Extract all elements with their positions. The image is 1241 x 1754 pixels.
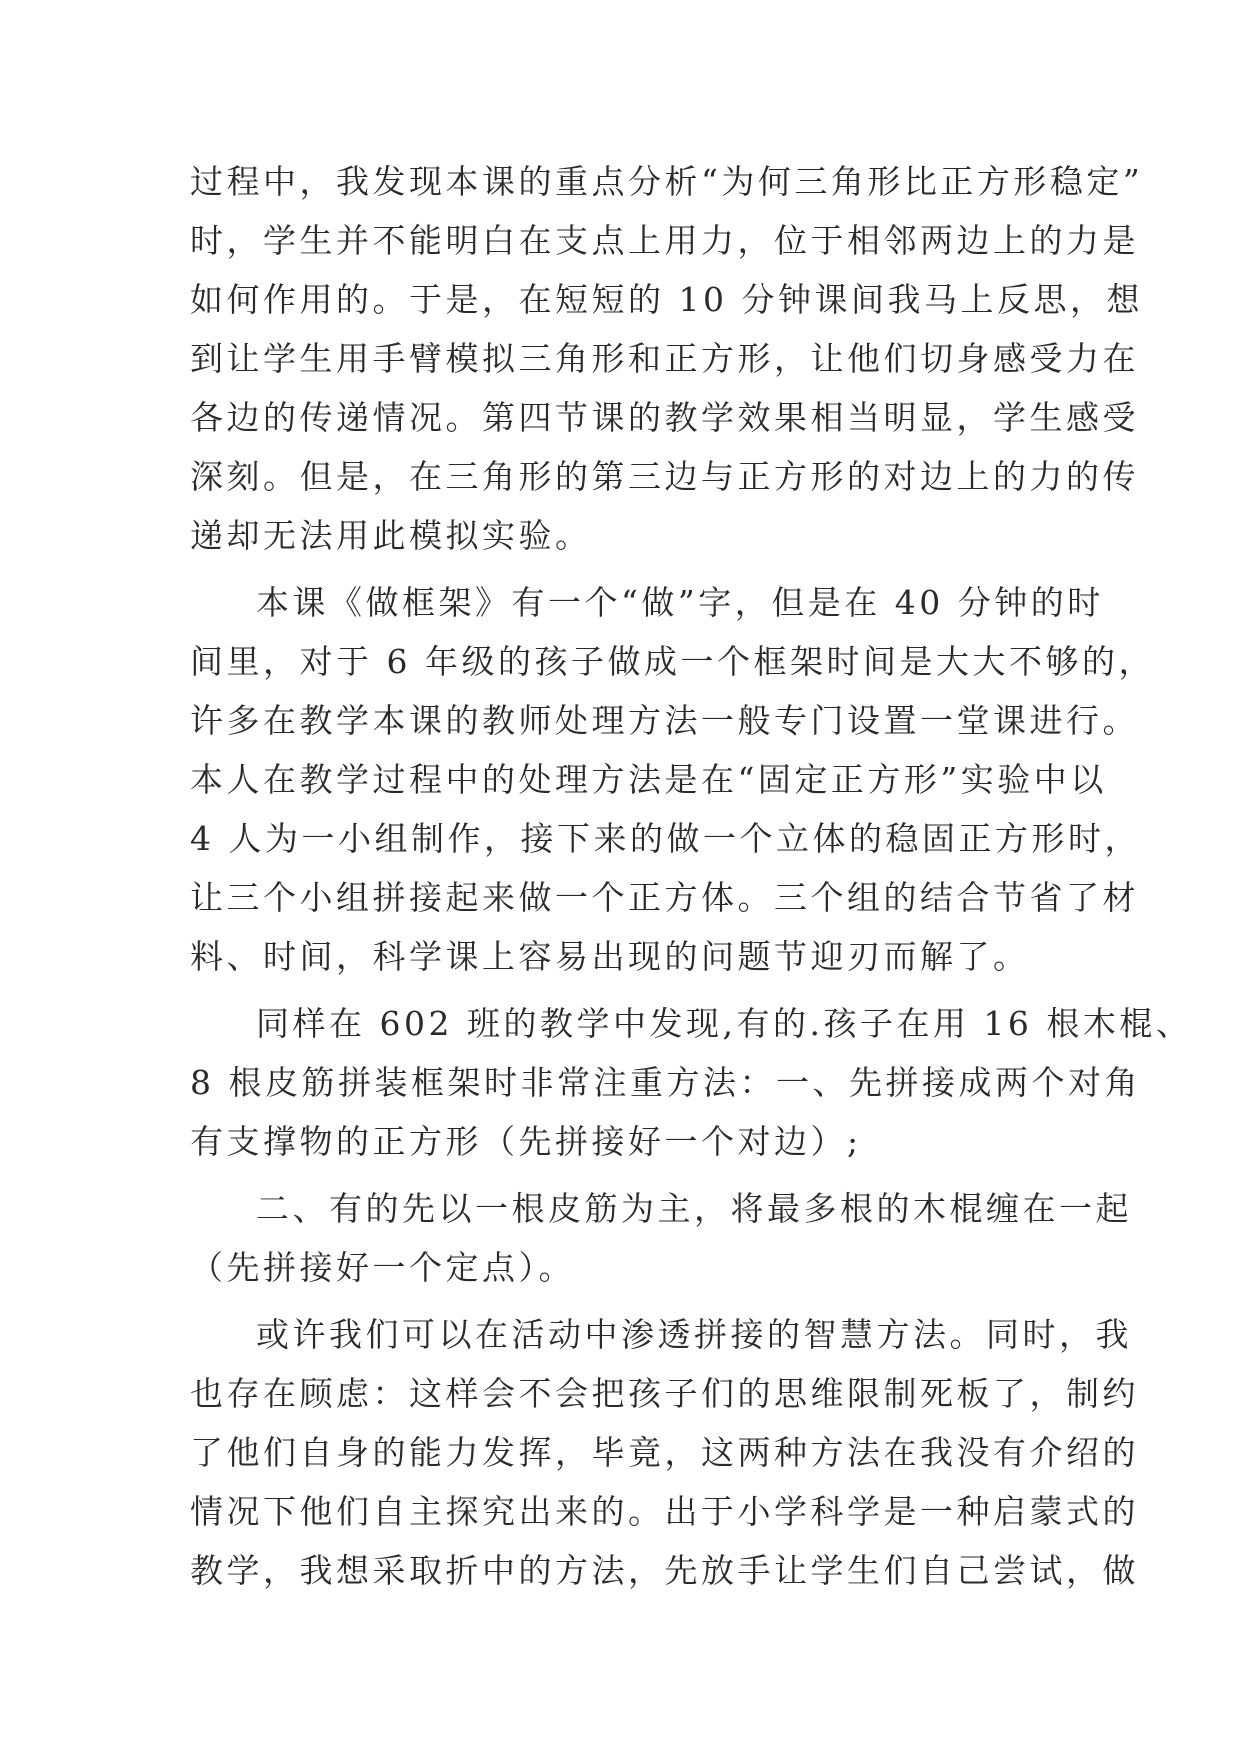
text-line: 各边的传递情况。第四节课的教学效果相当明显，学生感受 (190, 398, 1139, 437)
text-line: 到让学生用手臂模拟三角形和正方形，让他们切身感受力在 (190, 339, 1139, 378)
text-line: 递却无法用此模拟实验。 (190, 516, 592, 555)
body-text (190, 152, 1193, 1600)
text-line: 8 根皮筋拼装框架时非常注重方法：一、先拼接成两个对角 (190, 1063, 1141, 1102)
text-line: 时，学生并不能明白在支点上用力，位于相邻两边上的力是 (190, 221, 1139, 260)
text-line: 情况下他们自主探究出来的。出于小学科学是一种启蒙式的 (190, 1492, 1139, 1531)
paragraph-first-line: 或许我们可以在活动中渗透拼接的智慧方法。同时，我 (256, 1315, 1132, 1354)
text-line: 间里，对于 6 年级的孩子做成一个框架时间是大大不够的， (190, 642, 1155, 681)
text-line: （先拼接好一个定点）。 (190, 1248, 575, 1287)
text-line: 教学，我想采取折中的方法，先放手让学生们自己尝试，做 (190, 1551, 1139, 1590)
text-line: 过程中，我发现本课的重点分析“为何三角形比正方形稳定” (190, 162, 1144, 201)
text-line: 本人在教学过程中的处理方法是在“固定正方形”实验中以 (190, 760, 1107, 799)
text-line: 许多在教学本课的教师处理方法一般专门设置一堂课进行。 (190, 701, 1139, 740)
text-line: 料、时间，科学课上容易出现的问题节迎刃而解了。 (190, 937, 1030, 976)
text-line: 让三个小组拼接起来做一个正方体。三个组的结合节省了材 (190, 878, 1139, 917)
paragraph-first-line: 本课《做框架》有一个“做”字，但是在 40 分钟的时 (256, 583, 1104, 622)
text-line: 了他们自身的能力发挥，毕竟，这两种方法在我没有介绍的 (190, 1433, 1139, 1472)
text-line: 有支撑物的正方形（先拼接好一个对边）; (190, 1122, 862, 1161)
text-line: 如何作用的。于是，在短短的 10 分钟课间我马上反思，想 (190, 280, 1143, 319)
text-line: 也存在顾虑：这样会不会把孩子们的思维限制死板了，制约 (190, 1374, 1139, 1413)
paragraph-first-line: 二、有的先以一根皮筋为主，将最多根的木棍缠在一起 (256, 1189, 1132, 1228)
text-line: 4 人为一小组制作，接下来的做一个立体的稳固正方形时， (190, 819, 1141, 858)
text-line: 深刻。但是，在三角形的第三边与正方形的对边上的力的传 (190, 457, 1139, 496)
paragraph-first-line: 同样在 602 班的教学中发现,有的.孩子在用 16 根木棍、 (256, 1004, 1193, 1043)
